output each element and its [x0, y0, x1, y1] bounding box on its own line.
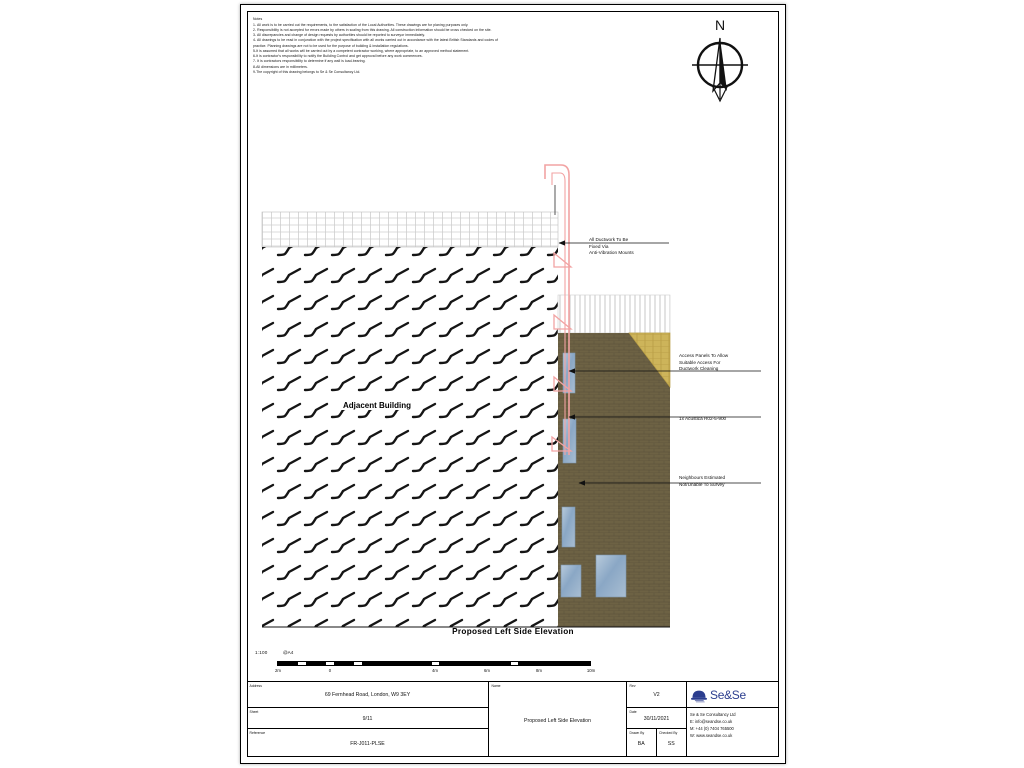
note-item-9: 9-The copyright of this drawing belongs to Se & Se Consultancy Ltd.	[253, 69, 361, 74]
title-block-name-cell	[489, 682, 627, 757]
annotation-access-line-3: Ductwork Cleaning	[679, 366, 719, 372]
title-block-drawn-cell	[627, 729, 657, 757]
north-label: N	[714, 17, 726, 33]
scale-bar-graphic	[277, 661, 591, 666]
scale-bar	[255, 650, 605, 682]
annotation-access-line-1: Access Panels To Allow	[679, 353, 729, 358]
drawn-by-value: BA	[637, 741, 645, 748]
date-key: Date	[629, 709, 637, 714]
title-block	[247, 681, 779, 757]
name-value: Proposed Left Side Elevation	[524, 717, 591, 724]
address-key: Address	[249, 684, 262, 688]
title-block-reference-row	[247, 729, 488, 757]
adjacent-building-label: Adjacent Building	[343, 401, 411, 410]
hard-hat-icon	[690, 687, 708, 703]
annotation-ductwork-line-3: Anti-Vibration Mounts	[589, 250, 634, 256]
note-item-2: 2- Responsibility is not accepted for errors made by others in scaling from this drawing. All construction information should be cross checked on the site.	[253, 27, 492, 32]
note-item-6: 6-It is contractor's responsibility to notify the Building Control and get approval before any work commences.	[253, 54, 423, 59]
scale-ratio: 1:100	[255, 650, 268, 655]
annotation-acustica-unit: 1x Acustica R02-5-900	[679, 416, 727, 421]
drawn-by-key: Drawn By	[629, 731, 645, 736]
note-item-5: 5-It is assumed that all works will be carried out by a competent contractor working, where appropriate, to an approved method statement.	[253, 48, 470, 53]
rev-value: V2	[653, 692, 660, 699]
annotation-ductwork-line-2: Fixed Via	[589, 243, 609, 249]
company-email: E: info@seandse.co.uk	[690, 719, 733, 725]
title-block-rev-row	[627, 682, 686, 708]
title-block-rev-column	[627, 682, 687, 757]
annotation-neighbours	[679, 475, 725, 488]
note-item-3: 3- All discrepancies and change of design requests by authorities should be reported to surveyor immediately.	[253, 33, 426, 38]
note-item-7: 7- It is contractors responsibility to determine if any wall is load-bearing.	[253, 59, 366, 64]
annotation-neighbours-line-1: Neighbours Estimated	[679, 475, 726, 480]
date-value: 30/11/2021	[643, 715, 670, 722]
sheet-key: Sheet	[249, 709, 259, 714]
scale-tick-3: 6m	[484, 668, 490, 673]
checked-by-value: SS	[667, 741, 675, 748]
company-logo	[687, 682, 779, 708]
annotation-access-panels	[679, 353, 728, 373]
title-block-address-row	[247, 682, 488, 708]
title-block-date-row	[627, 708, 686, 730]
title-block-checked-cell	[657, 729, 687, 757]
brand-name: Se&Se	[710, 687, 746, 702]
drawing-sheet	[240, 4, 786, 764]
annotation-neighbours-line-2: Not/Unable To Survey	[679, 481, 725, 487]
company-website: W: www.seandse.co.uk	[690, 733, 733, 739]
elevation-svg	[249, 155, 779, 655]
company-name: Se & Se Consultancy Ltd	[690, 712, 736, 717]
notes-block	[253, 17, 498, 75]
scale-tick-2: 4m	[432, 668, 438, 673]
drawing-title: Proposed Left Side Elevation	[452, 627, 574, 636]
title-block-sheet-row	[247, 708, 488, 730]
note-item-1: 1- All work is to be carried out the requirements, to the satisfaction of the Local Authorities. These drawings are for planing purposes only.	[253, 22, 469, 27]
scale-paper-size: @A4	[283, 650, 294, 655]
reference-key: Reference	[249, 731, 266, 736]
compass-icon	[684, 35, 756, 103]
title-block-by-row	[627, 729, 686, 757]
scale-tick-labels	[255, 668, 605, 678]
annotation-ductwork-line-1: All Ductwork To Be	[589, 237, 629, 242]
company-contact-details	[687, 708, 779, 757]
note-item-4: 4- All drawings to be read in conjunction with the project specification with all works carried out in accordance with the latest British Standards and codes of practice. Planning drawings are not to be used for the purpose of building & installation regulations.	[253, 38, 498, 48]
scale-tick-1: 0	[328, 668, 332, 673]
title-block-logo-column	[687, 682, 779, 757]
name-key: Name	[491, 684, 501, 688]
notes-heading: Notes	[253, 17, 263, 21]
north-arrow	[684, 17, 756, 103]
elevation-drawing	[249, 155, 779, 655]
company-mobile: M: +44 (0) 7404 765500	[690, 726, 734, 732]
title-block-left	[247, 682, 489, 757]
rev-key: Rev	[629, 684, 636, 688]
scale-tick-5: 10m	[586, 668, 596, 673]
sheet-value: 9/11	[362, 715, 373, 722]
address-value: 69 Fernhead Road, London, W9 3EY	[324, 692, 411, 699]
scale-tick-0: 2m	[275, 668, 281, 673]
annotation-ductwork	[589, 237, 634, 257]
annotation-access-line-2: Suitable Access For	[679, 359, 721, 365]
note-item-8: 8-All dimensions are in millimeters.	[253, 64, 308, 69]
scale-tick-4: 8m	[536, 668, 542, 673]
reference-value: FR-J011-PLSE	[350, 741, 385, 748]
checked-by-key: Checked By	[659, 731, 678, 736]
